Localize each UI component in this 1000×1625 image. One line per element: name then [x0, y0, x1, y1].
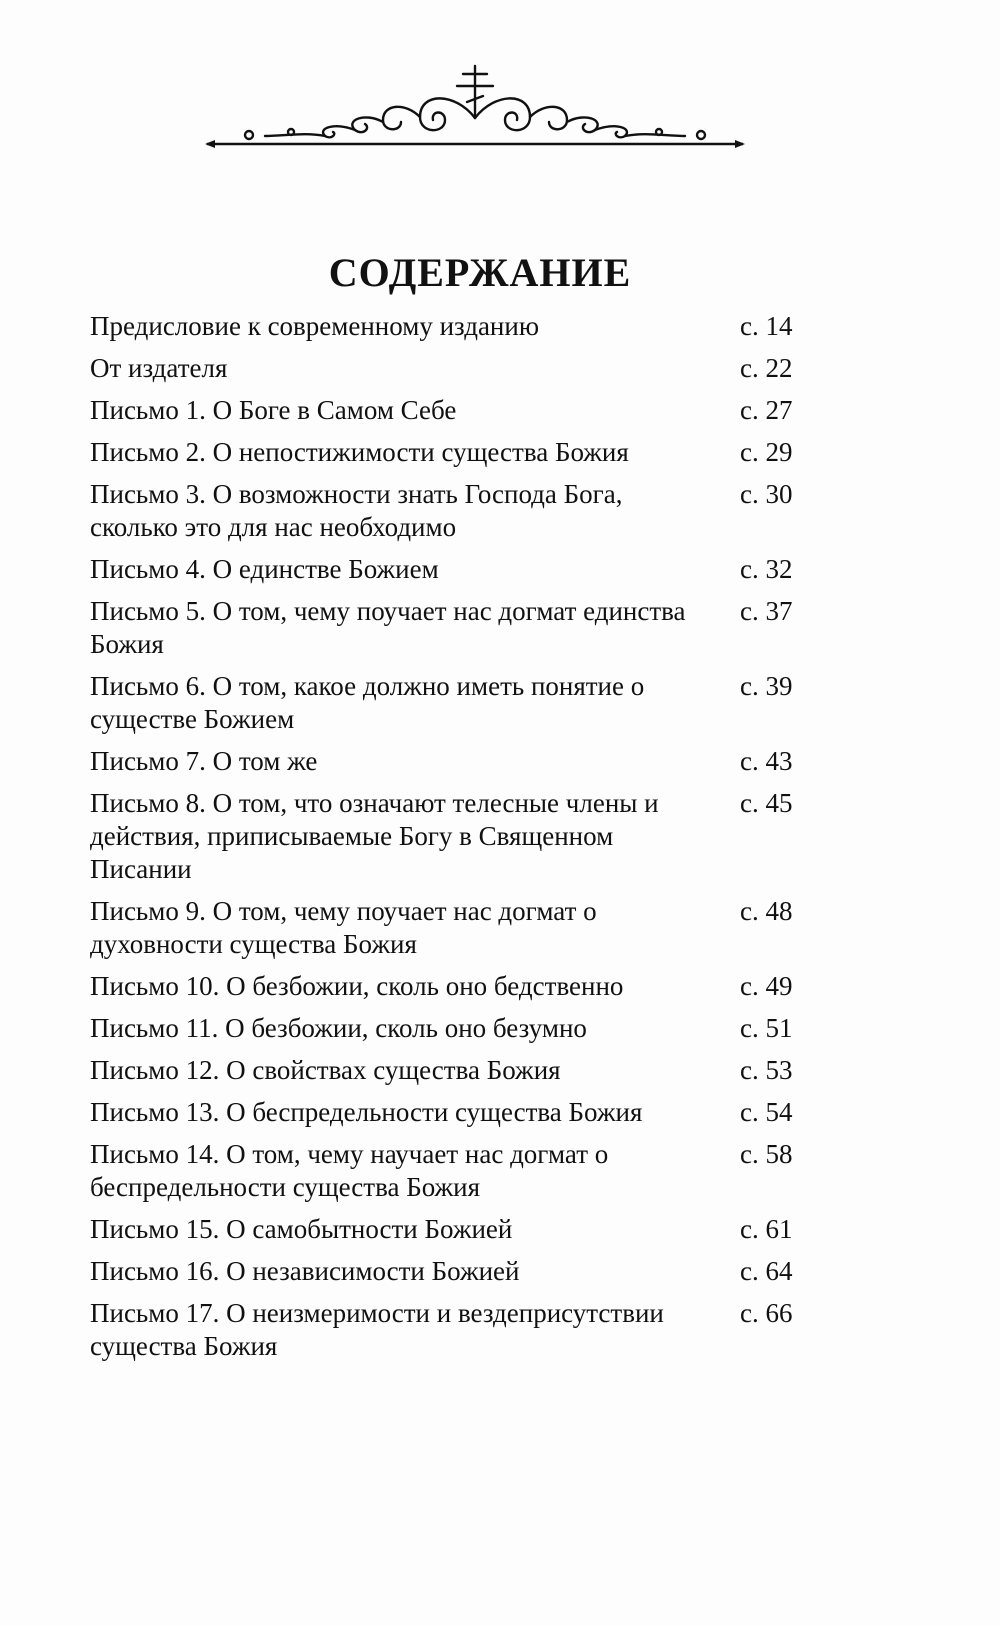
toc-entry [90, 1096, 830, 1129]
toc-entry-page: с. 49 [740, 971, 793, 1001]
toc-entry [90, 394, 830, 427]
toc-entry-page: с. 64 [740, 1256, 793, 1286]
toc-entry-page: с. 48 [740, 896, 793, 926]
toc-entry-page: с. 45 [740, 788, 793, 818]
toc-entry-title: Письмо 12. О свойствах существа Божия [90, 1055, 561, 1085]
toc-entry [90, 970, 830, 1003]
toc-entry-title: Письмо 10. О безбожии, сколь оно бедственно [90, 971, 624, 1001]
page-title: СОДЕРЖАНИЕ [328, 249, 632, 295]
toc-entry-page: с. 30 [740, 479, 793, 509]
toc-entry-title: Письмо 15. О самобытности Божией [90, 1214, 513, 1244]
toc-entry-page: с. 66 [740, 1298, 793, 1328]
toc-entry [90, 436, 830, 469]
toc-entry-title: Письмо 5. О том, чему поучает нас догмат единства Божия [90, 596, 686, 659]
toc-entry [90, 352, 830, 385]
toc-entry [90, 1012, 830, 1045]
orthodox-cross-flourish-icon [205, 62, 745, 152]
toc-entry-title: От издателя [90, 353, 228, 383]
toc-entry-page: с. 54 [740, 1097, 793, 1127]
toc-entry [90, 895, 830, 961]
toc-entry-page: с. 37 [740, 596, 793, 626]
toc-entry [90, 670, 830, 736]
toc-entry-page: с. 14 [740, 311, 793, 341]
toc-entry-page: с. 51 [740, 1013, 793, 1043]
toc-entry-page: с. 22 [740, 353, 793, 383]
toc-entry-title: Письмо 1. О Боге в Самом Себе [90, 395, 457, 425]
toc-entry [90, 1297, 830, 1363]
table-of-contents [90, 310, 830, 1372]
toc-entry-title: Письмо 9. О том, чему поучает нас догмат о духовности существа Божия [90, 896, 597, 959]
toc-entry-page: с. 27 [740, 395, 793, 425]
toc-entry-title: Письмо 14. О том, чему научает нас догмат о беспредельности существа Божия [90, 1139, 609, 1202]
toc-entry-page: с. 32 [740, 554, 793, 584]
toc-entry [90, 595, 830, 661]
toc-entry-title: Письмо 13. О беспредельности существа Божия [90, 1097, 643, 1127]
toc-entry [90, 1213, 830, 1246]
toc-entry-title: Письмо 7. О том же [90, 746, 318, 776]
toc-entry [90, 745, 830, 778]
toc-entry-page: с. 58 [740, 1139, 793, 1169]
toc-entry [90, 553, 830, 586]
toc-entry-title: Письмо 6. О том, какое должно иметь понятие о существе Божием [90, 671, 645, 734]
toc-entry-page: с. 43 [740, 746, 793, 776]
toc-entry-page: с. 61 [740, 1214, 793, 1244]
toc-entry [90, 478, 830, 544]
toc-entry [90, 787, 830, 886]
toc-entry-title: Письмо 8. О том, что означают телесные члены и действия, приписываемые Богу в Священном Писании [90, 788, 659, 884]
toc-entry [90, 1138, 830, 1204]
toc-entry-title: Письмо 16. О независимости Божией [90, 1256, 520, 1286]
toc-entry [90, 1255, 830, 1288]
toc-entry [90, 310, 830, 343]
toc-entry-title: Письмо 3. О возможности знать Господа Бога, сколько это для нас необходимо [90, 479, 623, 542]
toc-entry-title: Письмо 17. О неизмеримости и вездеприсутствии существа Божия [90, 1298, 664, 1361]
toc-entry-page: с. 53 [740, 1055, 793, 1085]
toc-entry-page: с. 39 [740, 671, 793, 701]
toc-entry-title: Письмо 11. О безбожии, сколь оно безумно [90, 1013, 587, 1043]
toc-entry [90, 1054, 830, 1087]
toc-entry-title: Письмо 2. О непостижимости существа Божия [90, 437, 629, 467]
toc-entry-page: с. 29 [740, 437, 793, 467]
toc-entry-title: Предисловие к современному изданию [90, 311, 539, 341]
toc-entry-title: Письмо 4. О единстве Божием [90, 554, 439, 584]
